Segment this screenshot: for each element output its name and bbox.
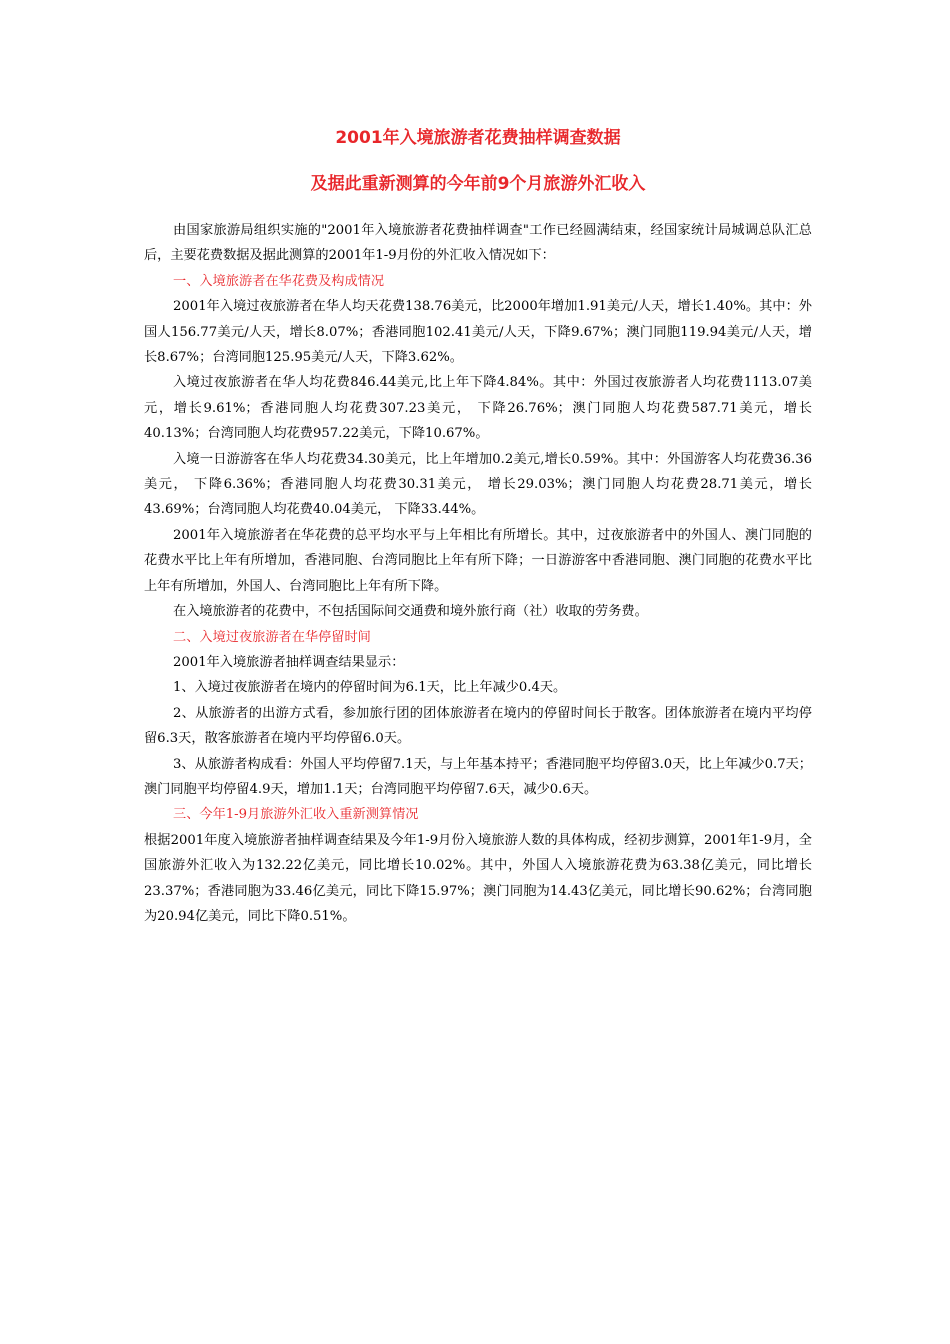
section1-paragraph-3: 入境一日游游客在华人均花费34.30美元，比上年增加0.2美元,增长0.59%。其中：外国游客人均花费36.36美元， 下降6.36%；香港同胞人均花费30.31美元， 增长29.03%；澳门同胞人均花费28.71美元，增长43.69%；台湾同胞人均花费40.04美元， 下降33.44%。 xyxy=(144,451,812,518)
section2-paragraph-4: 3、从旅游者构成看：外国人平均停留7.1天，与上年基本持平；香港同胞平均停留3.0天，比上年减少0.7天；澳门同胞平均停留4.9天，增加1.1天；台湾同胞平均停留7.6天，减少0.6天。 xyxy=(144,756,812,797)
section1-paragraph-4: 2001年入境旅游者在华花费的总平均水平与上年相比有所增长。其中，过夜旅游者中的外国人、澳门同胞的花费水平比上年有所增加，香港同胞、台湾同胞比上年有所下降；一日游游客中香港同胞、澳门同胞的花费水平比上年有所增加，外国人、台湾同胞比上年有所下降。 xyxy=(144,527,812,594)
section2-paragraph-3: 2、从旅游者的出游方式看，参加旅行团的团体旅游者在境内的停留时间长于散客。团体旅游者在境内平均停留6.3天，散客旅游者在境内平均停留6.0天。 xyxy=(144,705,812,747)
section3-paragraph-1: 根据2001年度入境旅游者抽样调查结果及今年1-9月份入境旅游人数的具体构成，经初步测算，2001年1-9月，全国旅游外汇收入为132.22亿美元，同比增长10.02%。其中，外国人入境旅游花费为63.38亿美元，同比增长23.37%；香港同胞为33.46亿美元，同比下降15.97%；澳门同胞为14.43亿美元，同比增长90.62%；台湾同胞为20.94亿美元，同比下降0.51%。 xyxy=(144,832,812,924)
section2-paragraph-2: 1、入境过夜旅游者在境内的停留时间为6.1天，比上年减少0.4天。 xyxy=(173,680,567,696)
section1-paragraph-1: 2001年入境过夜旅游者在华人均天花费138.76美元，比2000年增加1.91美元/人天，增长1.40%。其中：外国人156.77美元/人天，增长8.07%；香港同胞102.41美元/人天，下降9.67%；澳门同胞119.94美元/人天，增长8.67%；台湾同胞125.95美元/人天，下降3.62%。 xyxy=(144,299,812,366)
document-title-line2: 及据此重新测算的今年前9个月旅游外汇收入 xyxy=(310,174,646,194)
document-title-line1: 2001年入境旅游者花费抽样调查数据 xyxy=(335,128,621,148)
section1-paragraph-5: 在入境旅游者的花费中，不包括国际间交通费和境外旅行商（社）收取的劳务费。 xyxy=(173,604,648,620)
document-page xyxy=(144,120,812,929)
section1-paragraph-2: 入境过夜旅游者在华人均花费846.44美元,比上年下降4.84%。其中：外国过夜旅游者人均花费1113.07美元，增长9.61%；香港同胞人均花费307.23美元， 下降26.76%；澳门同胞人均花费587.71美元，增长40.13%；台湾同胞人均花费957.22美元，下降10.67%。 xyxy=(144,375,812,442)
section2-heading: 二、入境过夜旅游者在华停留时间 xyxy=(173,629,371,645)
intro-paragraph: 由国家旅游局组织实施的"2001年入境旅游者花费抽样调查"工作已经圆满结束，经国家统计局城调总队汇总后，主要花费数据及据此测算的2001年1-9月份的外汇收入情况如下： xyxy=(144,223,812,264)
section3-heading: 三、今年1-9月旅游外汇收入重新测算情况 xyxy=(173,807,419,823)
section1-heading: 一、入境旅游者在华花费及构成情况 xyxy=(173,273,385,289)
document-body xyxy=(144,218,812,929)
section2-paragraph-1: 2001年入境旅游者抽样调查结果显示： xyxy=(173,654,405,670)
